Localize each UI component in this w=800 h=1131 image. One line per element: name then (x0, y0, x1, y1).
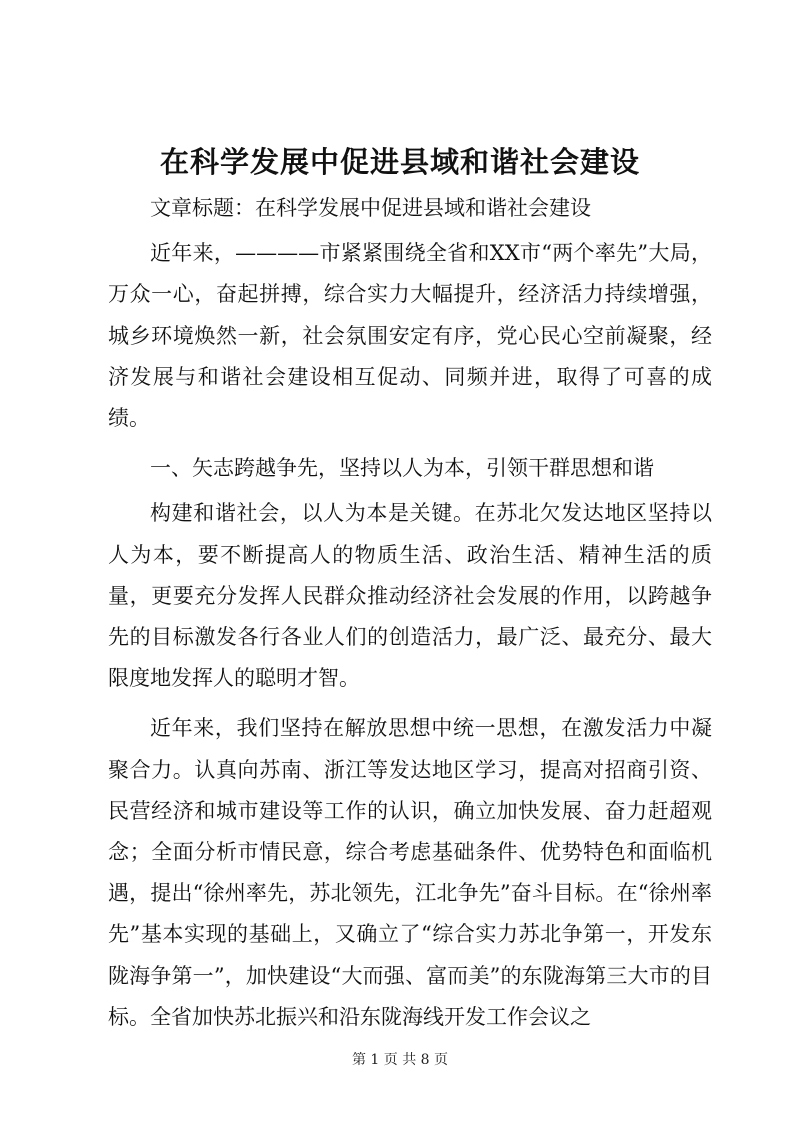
section-heading: 一、矢志跨越争先，坚持以人为本，引领干群思想和谐 (150, 456, 654, 481)
paragraph-intro: 近年来，————市紧紧围绕全省和XX市“两个率先”大局，万众一心，奋起拼搏，综合实力大幅提升，经济活力持续增强，城乡环境焕然一新，社会氛围安定有序，党心民心空前凝聚，经济发展与和谐社会建设相互促动、同频并进，取得了可喜的成绩。 (108, 241, 712, 431)
article-title-line: 文章标题：在科学发展中促进县域和谐社会建设 (150, 196, 591, 220)
paragraph-people-oriented: 构建和谐社会，以人为本是关键。在苏北欠发达地区坚持以人为本，要不断提高人的物质生活、政治生活、精神生活的质量，更要充分发挥人民群众推动经济社会发展的作用，以跨越争先的目标激发各行各业人们的创造活力，最广泛、最充分、最大限度地发挥人的聪明才智。 (108, 501, 712, 691)
document-title: 在科学发展中促进县域和谐社会建设 (159, 145, 640, 179)
paragraph-recent-years: 近年来，我们坚持在解放思想中统一思想，在激发活力中凝聚合力。认真向苏南、浙江等发达地区学习，提高对招商引资、民营经济和城市建设等工作的认识，确立加快发展、奋力赶超观念；全面分析市情民意，综合考虑基础条件、优势特色和面临机遇，提出“徐州率先，苏北领先，江北争先”奋斗目标。在“徐州率先”基本实现的基础上，又确立了“综合实力苏北争第一，开发东陇海争第一”，加快建设“大而强、富而美”的东陇海第三大市的目标。全省加快苏北振兴和沿东陇海线开发工作会议之 (108, 716, 712, 1029)
document-body (108, 188, 712, 1038)
page-number-footer: 第 1 页 共 8 页 (351, 1052, 449, 1068)
